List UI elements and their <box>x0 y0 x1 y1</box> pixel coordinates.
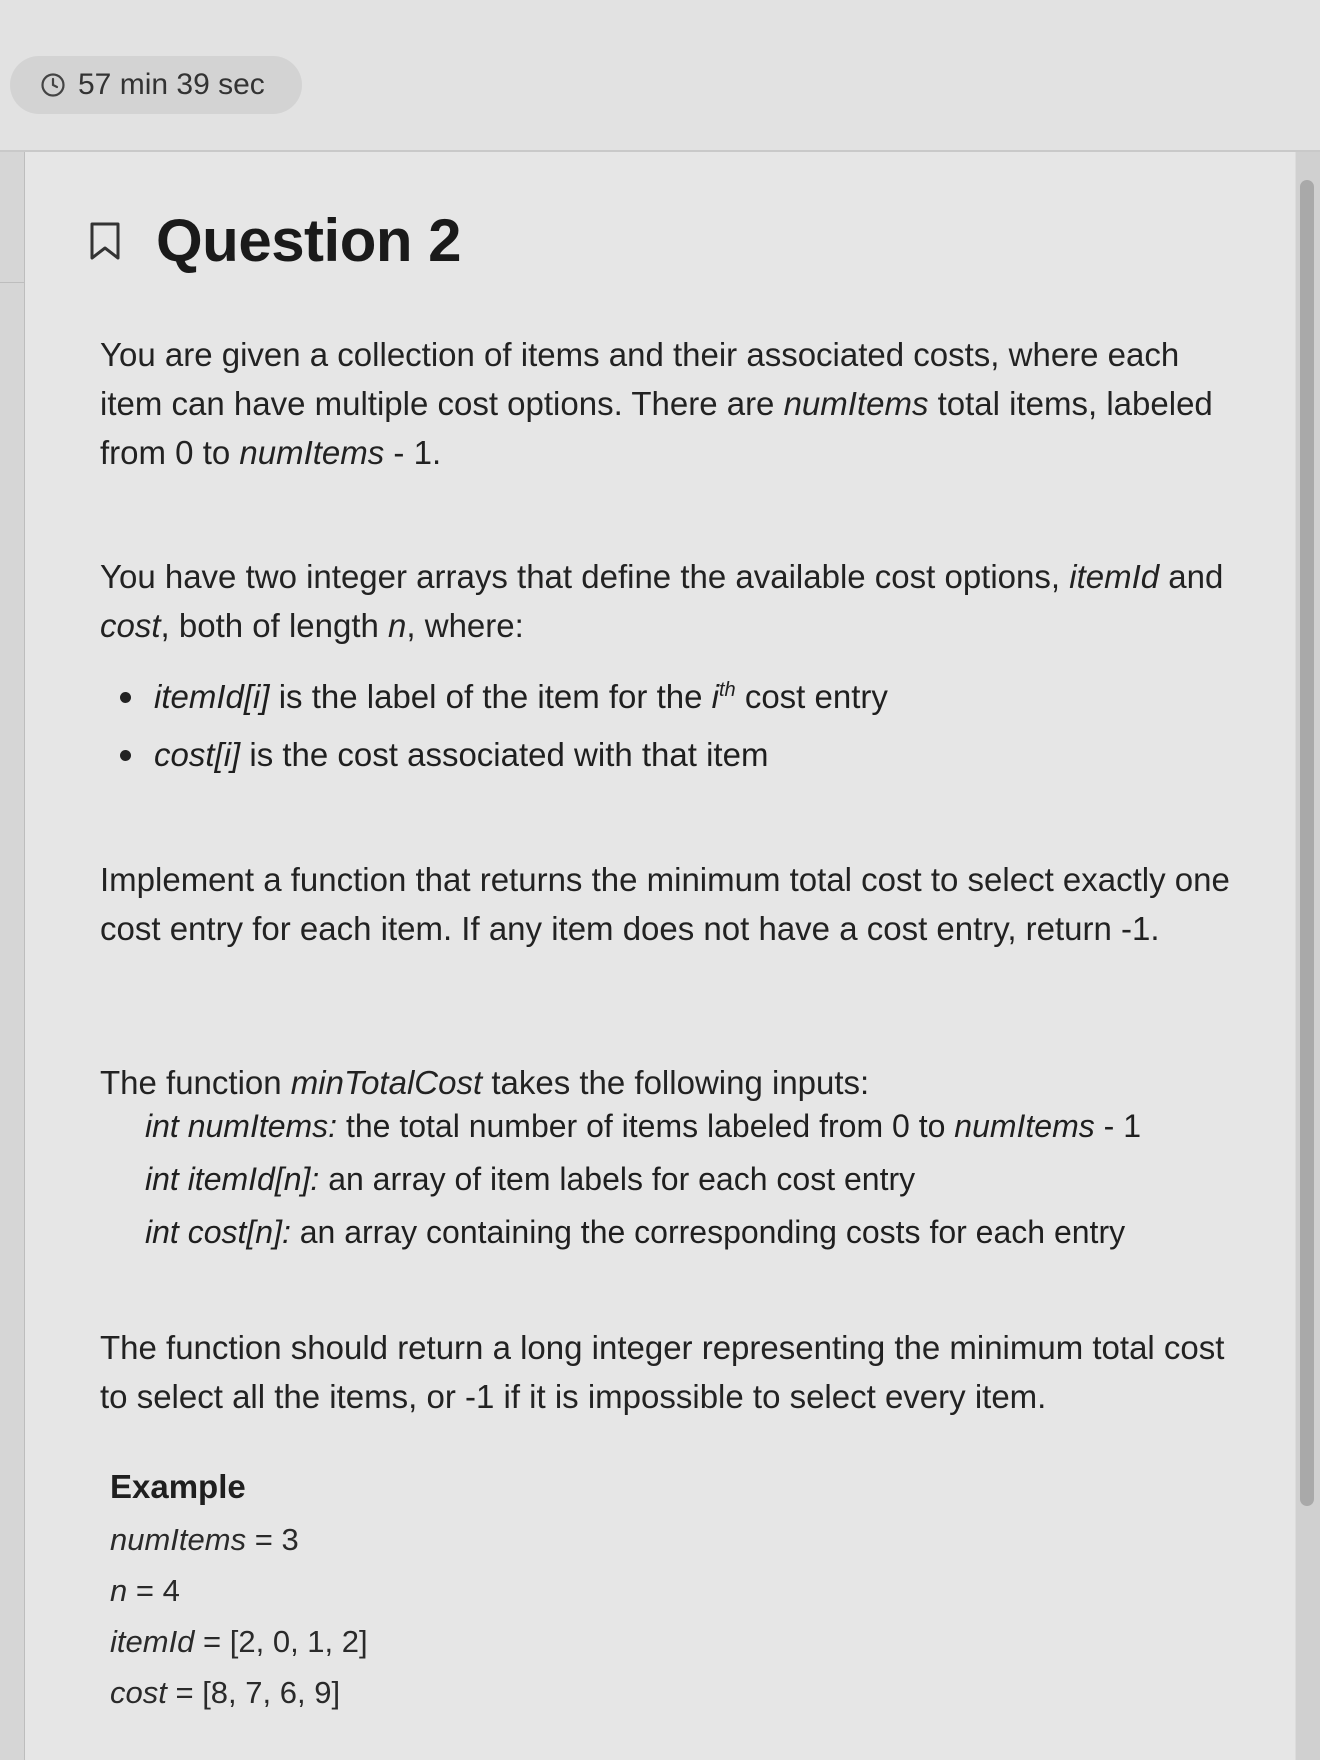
question-header <box>88 206 461 275</box>
timer-badge <box>10 56 302 114</box>
example-line: numItems = 3 <box>110 1522 299 1557</box>
timer-text: 57 min 39 sec <box>78 68 265 101</box>
description-paragraph-3: Implement a function that returns the minimum total cost to select exactly one cost entry for each item. If any item does not have a cost entry, return -1. <box>100 861 1230 947</box>
definition-list <box>100 668 1250 784</box>
example-line: n = 4 <box>110 1573 180 1608</box>
input-line: int itemId[n]: an array of item labels for each cost entry <box>145 1161 916 1197</box>
example-line: cost = [8, 7, 6, 9] <box>110 1675 341 1710</box>
list-item: itemId[i] is the label of the item for the $i^{th}$ cost entry <box>100 668 1250 726</box>
input-line: int cost[n]: an array containing the corresponding costs for each entry <box>145 1214 1126 1250</box>
example-title: Example <box>110 1468 246 1505</box>
input-line: int numItems: the total number of items labeled from 0 to numItems - 1 <box>145 1108 1141 1144</box>
question-title: Question 2 <box>156 207 462 274</box>
description-paragraph-5: The function should return a long integer representing the minimum total cost to select all the items, or -1 if it is impossible to select every item. <box>100 1329 1225 1415</box>
clock-icon <box>40 72 66 98</box>
description-paragraph-4: The function minTotalCost takes the following inputs: <box>100 1064 870 1101</box>
description-paragraph-2: You have two integer arrays that define the available cost options, itemId and cost, both of length n, where: <box>100 558 1224 644</box>
description-paragraph-1: You are given a collection of items and their associated costs, where each item can have multiple cost options. There are numItems total items, labeled from 0 to numItems - 1. <box>100 336 1213 471</box>
left-panel-edge <box>0 152 25 1760</box>
list-item: cost[i] is the cost associated with that item <box>100 726 1250 784</box>
scrollbar-thumb[interactable] <box>1300 180 1314 1506</box>
example-line: itemId = [2, 0, 1, 2] <box>110 1624 368 1659</box>
bookmark-icon[interactable] <box>88 221 122 261</box>
function-inputs <box>145 1100 1141 1259</box>
